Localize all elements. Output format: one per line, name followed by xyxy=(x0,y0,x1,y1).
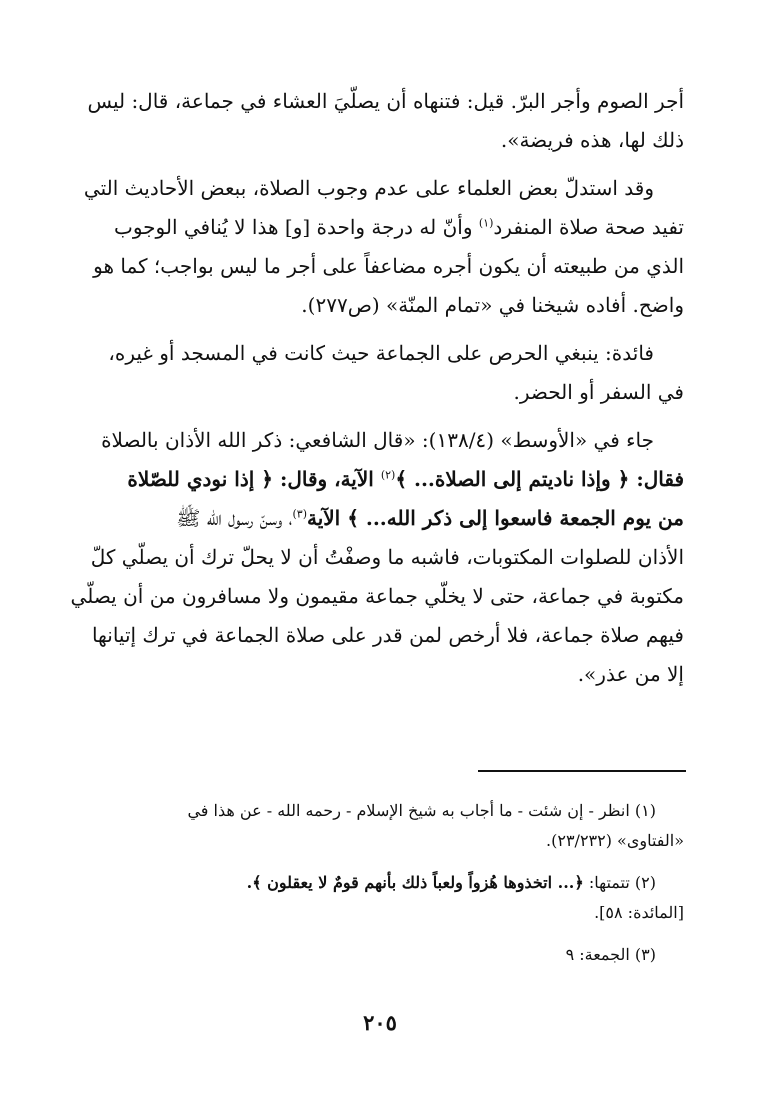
text-line: فائدة: ينبغي الحرص على الجماعة حيث كانت في المسجد أو غيره، xyxy=(108,341,654,365)
text-segment: تفيد صحة صلاة المنفرد xyxy=(493,215,684,239)
text-line: فيهم صلاة جماعة، فلا أرخص لمن قدر على صلاة الجماعة في ترك إتيانها xyxy=(91,623,684,647)
footnotes-section xyxy=(70,796,684,970)
paragraph-4 xyxy=(70,421,684,694)
text-line: في السفر أو الحضر. xyxy=(513,380,684,404)
paragraph-2 xyxy=(70,169,684,325)
footnote-ref-3: (٣) xyxy=(292,507,307,521)
footnote-ref-1: (١) xyxy=(478,216,494,230)
text-line: وقد استدلّ بعض العلماء على عدم وجوب الصلاة، ببعض الأحاديث التي xyxy=(83,176,654,200)
footnote-3 xyxy=(70,940,684,970)
text-line: ذلك لها، هذه فريضة». xyxy=(500,128,684,152)
paragraph-1 xyxy=(70,82,684,160)
footnote-prefix: (٢) تتمتها: xyxy=(583,873,656,892)
footnote-divider xyxy=(478,770,686,772)
text-line xyxy=(70,460,684,499)
text-line: أجر الصوم وأجر البرّ. قيل: فتنهاه أن يصلّيَ العشاء في جماعة، قال: ليس xyxy=(87,89,684,113)
quran-quote: من يوم الجمعة فاسعوا إلى ذكر الله... ﴾ الآية xyxy=(306,506,684,530)
text-line: الأذان للصلوات المكتوبات، فاشبه ما وصفْتُ أن لا يحلّ ترك أن يصلّي كلّ xyxy=(90,545,684,569)
page-number: ٢٠٥ xyxy=(363,1010,397,1035)
text-line: إلا من عذر». xyxy=(577,662,684,686)
text-segment: الآية، وقال: ﴿ إذا نودي للصّلاة xyxy=(127,467,381,491)
quran-quote: ﴿... اتخذوها هُزواً ولعباً ذلك بأنهم قومٌ لا يعقلون ﴾. xyxy=(246,873,584,892)
footnote-line: (١) انظر - إن شئت - ما أجاب به شيخ الإسلام - رحمه الله - عن هذا في xyxy=(187,801,656,820)
paragraph-3 xyxy=(70,334,684,412)
footnote-line: [المائدة: ٥٨]. xyxy=(594,903,684,922)
footnote-spacer xyxy=(70,928,684,940)
footnote-line xyxy=(70,868,684,898)
text-line: جاء في «الأوسط» (١٣٨/٤): «قال الشافعي: ذكر الله الأذان بالصلاة xyxy=(101,428,654,452)
footnote-line: «الفتاوى» (٢٣/٢٣٢). xyxy=(546,831,684,850)
footnote-2 xyxy=(70,868,684,928)
footnote-1 xyxy=(70,796,684,856)
text-line xyxy=(70,208,684,247)
text-line: واضح. أفاده شيخنا في «تمام المنّة» (ص٢٧٧). xyxy=(301,293,684,317)
quran-quote: فقال: ﴿ وإذا ناديتم إلى الصلاة... ﴾ xyxy=(395,467,684,491)
text-line xyxy=(70,499,684,538)
text-segment: وأنّ له درجة واحدة [و] هذا لا يُنافي الوجوب xyxy=(114,215,473,239)
footnote-line: (٣) الجمعة: ٩ xyxy=(565,945,656,964)
text-segment: ، وسنّ رسول الله ﷺ xyxy=(176,506,293,530)
text-line: مكتوبة في جماعة، حتى لا يخلّي جماعة مقيمون ولا مسافرون من أن يصلّي xyxy=(70,584,684,608)
footnote-spacer xyxy=(70,856,684,868)
text-line: الذي من طبيعته أن يكون أجره مضاعفاً على أجر ما ليس بواجب؛ كما هو xyxy=(93,254,684,278)
footnote-ref-2: (٢) xyxy=(380,468,396,482)
